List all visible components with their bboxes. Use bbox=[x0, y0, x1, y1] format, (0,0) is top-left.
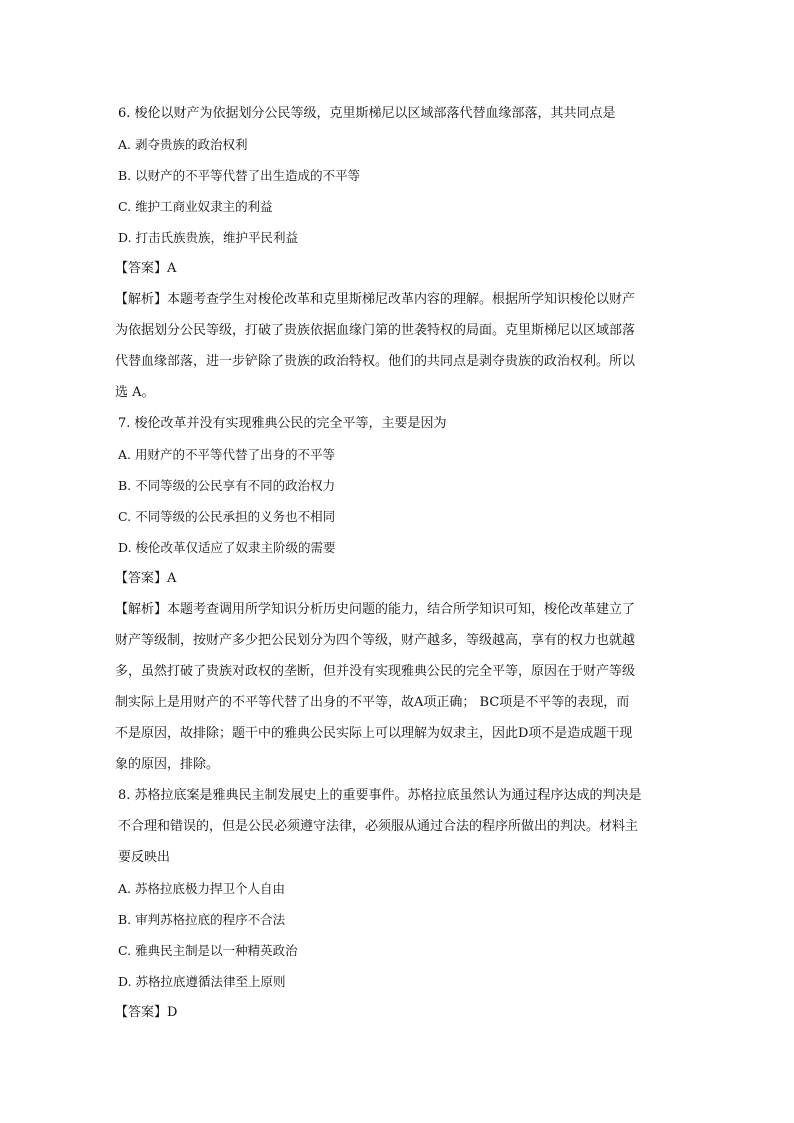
answer: 【答案】D bbox=[115, 1005, 178, 1020]
analysis-line: 【解析】本题考查调用所学知识分析历史问题的能力，结合所学知识可知，梭伦改革建立了 bbox=[115, 602, 636, 617]
question-stem: 6. 梭伦以财产为依据划分公民等级，克里斯梯尼以区域部落代替血缘部落，其共同点是 bbox=[118, 106, 616, 121]
analysis-line: 【解析】本题考查学生对梭伦改革和克里斯梯尼改革内容的理解。根据所学知识梭伦以财产 bbox=[115, 292, 636, 307]
question-7 bbox=[115, 408, 678, 780]
option-b: B. 不同等级的公民享有不同的政治权力 bbox=[118, 478, 336, 493]
option-c: C. 雅典民主制是以一种精英政治 bbox=[118, 943, 298, 958]
answer: 【答案】A bbox=[115, 571, 177, 586]
analysis-line: 财产等级制，按财产多少把公民划分为四个等级，财产越多，等级越高，享有的权力也就越 bbox=[115, 633, 636, 648]
option-d: D. 梭伦改革仅适应了奴隶主阶级的需要 bbox=[118, 540, 336, 555]
analysis-line: 代替血缘部落，进一步铲除了贵族的政治特权。他们的共同点是剥夺贵族的政治权利。所以 bbox=[115, 354, 636, 369]
stem-line: 要反映出 bbox=[118, 850, 171, 865]
stem-line: 不合理和错误的，但是公民必须遵守法律，必须服从通过合法的程序所做出的判决。材料主 bbox=[118, 819, 639, 834]
analysis bbox=[115, 594, 678, 780]
option-a: A. 剥夺贵族的政治权利 bbox=[118, 137, 248, 152]
document-page bbox=[115, 98, 678, 1028]
option-b: B. 审判苏格拉底的程序不合法 bbox=[118, 912, 286, 927]
analysis-line: 象的原因，排除。 bbox=[115, 757, 220, 772]
analysis-line: 不是原因，故排除；题干中的雅典公民实际上可以理解为奴隶主，因此D项不是造成题干现 bbox=[115, 726, 633, 741]
stem-line: 8. 苏格拉底案是雅典民主制发展史上的重要事件。苏格拉底虽然认为通过程序达成的判决是 bbox=[118, 788, 642, 803]
analysis-line: 多，虽然打破了贵族对政权的垄断，但并没有实现雅典公民的完全平等，原因在于财产等级 bbox=[115, 664, 636, 679]
question-stem bbox=[118, 780, 678, 873]
question-8 bbox=[115, 780, 678, 1028]
option-c: C. 不同等级的公民承担的义务也不相同 bbox=[118, 509, 336, 524]
analysis-line: 选 A。 bbox=[115, 385, 155, 400]
option-c: C. 维护工商业奴隶主的利益 bbox=[118, 199, 273, 214]
option-d: D. 苏格拉底遵循法律至上原则 bbox=[118, 974, 286, 989]
analysis-line: 为依据划分公民等级，打破了贵族依据血缘门第的世袭特权的局面。克里斯梯尼以区域部落 bbox=[115, 323, 636, 338]
option-a: A. 苏格拉底极力捍卫个人自由 bbox=[118, 881, 285, 896]
analysis bbox=[115, 284, 678, 408]
analysis-line: 制实际上是用财产的不平等代替了出身的不平等，故A项正确； BC项是不平等的表现，而 bbox=[115, 695, 630, 710]
option-a: A. 用财产的不平等代替了出身的不平等 bbox=[118, 447, 335, 462]
option-b: B. 以财产的不平等代替了出生造成的不平等 bbox=[118, 168, 361, 183]
option-d: D. 打击氏族贵族，维护平民利益 bbox=[118, 230, 299, 245]
answer: 【答案】A bbox=[115, 261, 177, 276]
question-stem: 7. 梭伦改革并没有实现雅典公民的完全平等，主要是因为 bbox=[118, 416, 447, 431]
question-6 bbox=[115, 98, 678, 408]
